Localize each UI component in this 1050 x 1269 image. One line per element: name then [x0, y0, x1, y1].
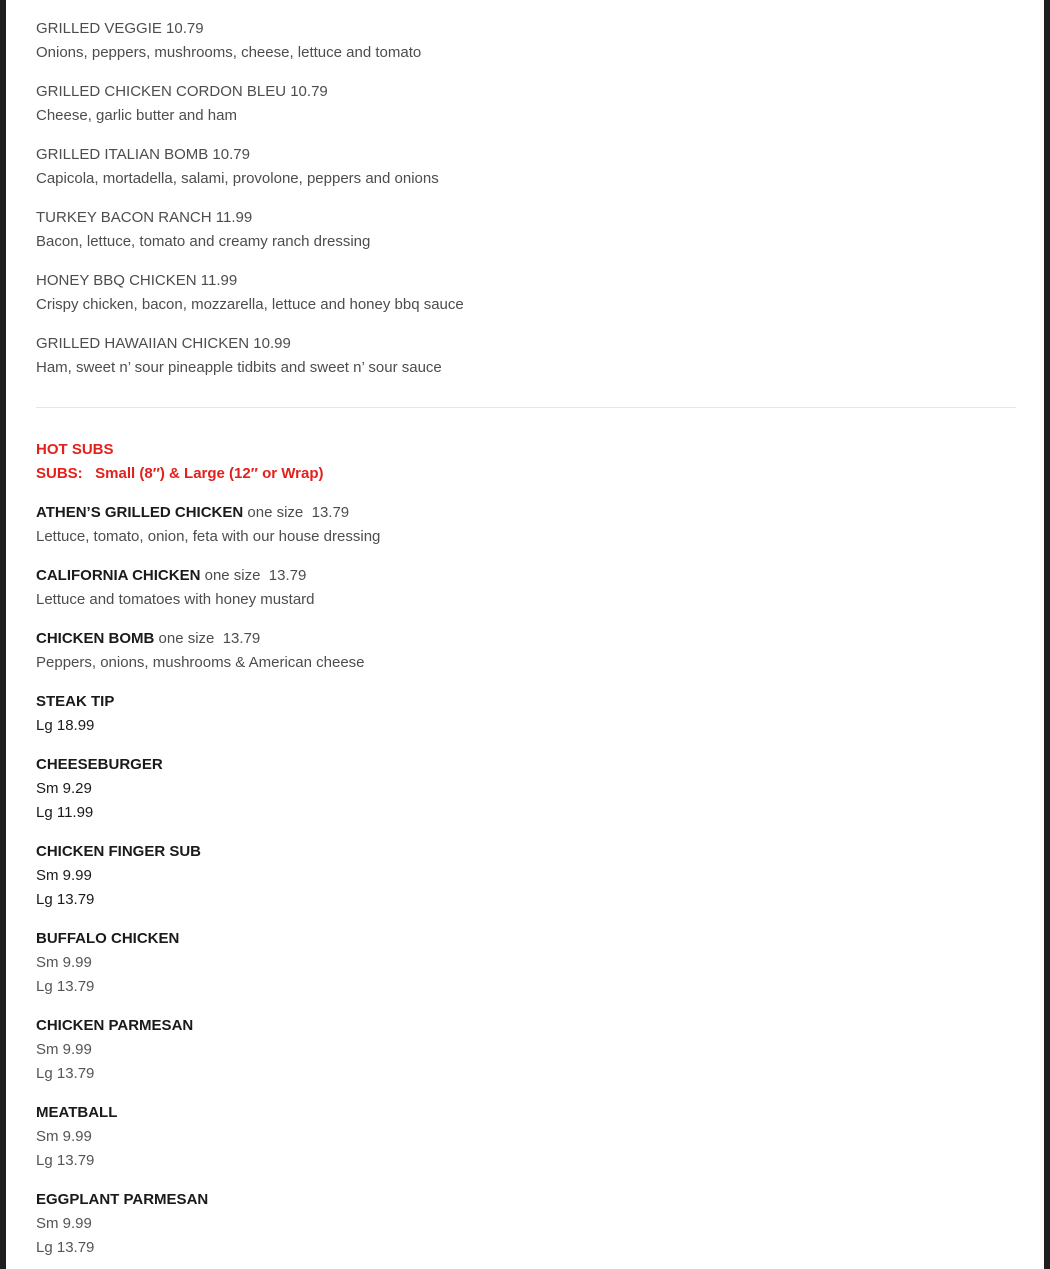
item-title: ATHEN’S GRILLED CHICKEN — [36, 504, 244, 521]
item-title-line — [36, 501, 1016, 525]
item-title: CALIFORNIA CHICKEN — [36, 567, 201, 584]
item-title: CHICKEN BOMB — [36, 630, 155, 647]
item-description: Ham, sweet n’ sour pineapple tidbits and sweet n’ sour sauce — [36, 359, 442, 376]
item-price-large: Lg 13.79 — [36, 978, 95, 995]
item-price-small: Sm 9.29 — [36, 780, 92, 797]
item-title-line — [36, 627, 1016, 651]
section-subtitle: SUBS: Small (8″) & Large (12″ or Wrap) — [36, 465, 324, 482]
item-title: GRILLED CHICKEN CORDON BLEU 10.79 — [36, 83, 328, 100]
item-title-line — [36, 564, 1016, 588]
item-price-small: Sm 9.99 — [36, 1128, 92, 1145]
menu-item-buffalo-chicken — [36, 927, 1016, 999]
menu-item-athens-grilled-chicken — [36, 501, 1016, 549]
menu-item-grilled-veggie — [36, 17, 1016, 65]
item-title: GRILLED VEGGIE 10.79 — [36, 20, 204, 37]
menu-item-chicken-bomb — [36, 627, 1016, 675]
item-price: one size 13.79 — [200, 567, 307, 584]
item-title: MEATBALL — [36, 1104, 118, 1121]
item-description: Capicola, mortadella, salami, provolone, peppers and onions — [36, 170, 439, 187]
item-title: HONEY BBQ CHICKEN 11.99 — [36, 272, 238, 289]
item-description: Peppers, onions, mushrooms & American cheese — [36, 654, 365, 671]
menu-content — [36, 17, 1016, 1269]
item-title: EGGPLANT PARMESAN — [36, 1191, 209, 1208]
item-description: Onions, peppers, mushrooms, cheese, lettuce and tomato — [36, 44, 422, 61]
item-title: CHICKEN PARMESAN — [36, 1017, 194, 1034]
item-title: GRILLED HAWAIIAN CHICKEN 10.99 — [36, 335, 291, 352]
hot-subs-header — [36, 438, 1016, 486]
item-price-large: Lg 18.99 — [36, 717, 95, 734]
item-price-large: Lg 11.99 — [36, 804, 94, 821]
item-title: CHEESEBURGER — [36, 756, 163, 773]
item-price-large: Lg 13.79 — [36, 1065, 95, 1082]
menu-item-chicken-parmesan — [36, 1014, 1016, 1086]
item-description: Crispy chicken, bacon, mozzarella, lettuce and honey bbq sauce — [36, 296, 464, 313]
section-title: HOT SUBS — [36, 441, 114, 458]
item-price-large: Lg 13.79 — [36, 1152, 95, 1169]
menu-item-steak-tip — [36, 690, 1016, 738]
item-title: CHICKEN FINGER SUB — [36, 843, 202, 860]
item-price: one size 13.79 — [154, 630, 261, 647]
section-divider — [36, 407, 1016, 408]
item-description: Lettuce and tomatoes with honey mustard — [36, 591, 315, 608]
menu-page — [6, 0, 1044, 1269]
menu-item-italian-bomb — [36, 143, 1016, 191]
item-price-small: Sm 9.99 — [36, 867, 92, 884]
menu-item-turkey-bacon-ranch — [36, 206, 1016, 254]
menu-item-eggplant-parmesan — [36, 1188, 1016, 1260]
menu-item-cheeseburger — [36, 753, 1016, 825]
item-price-small: Sm 9.99 — [36, 1041, 92, 1058]
menu-item-california-chicken — [36, 564, 1016, 612]
menu-item-cordon-bleu — [36, 80, 1016, 128]
item-price-small: Sm 9.99 — [36, 954, 92, 971]
item-title: GRILLED ITALIAN BOMB 10.79 — [36, 146, 250, 163]
menu-item-honey-bbq-chicken — [36, 269, 1016, 317]
menu-item-chicken-finger-sub — [36, 840, 1016, 912]
item-price-large: Lg 13.79 — [36, 1239, 95, 1256]
menu-item-meatball — [36, 1101, 1016, 1173]
item-title: TURKEY BACON RANCH 11.99 — [36, 209, 253, 226]
menu-item-hawaiian-chicken — [36, 332, 1016, 380]
item-description: Cheese, garlic butter and ham — [36, 107, 237, 124]
item-title: BUFFALO CHICKEN — [36, 930, 180, 947]
item-description: Lettuce, tomato, onion, feta with our house dressing — [36, 528, 381, 545]
item-price: one size 13.79 — [243, 504, 350, 521]
item-description: Bacon, lettuce, tomato and creamy ranch dressing — [36, 233, 371, 250]
item-title: STEAK TIP — [36, 693, 115, 710]
item-price-large: Lg 13.79 — [36, 891, 95, 908]
item-price-small: Sm 9.99 — [36, 1215, 92, 1232]
